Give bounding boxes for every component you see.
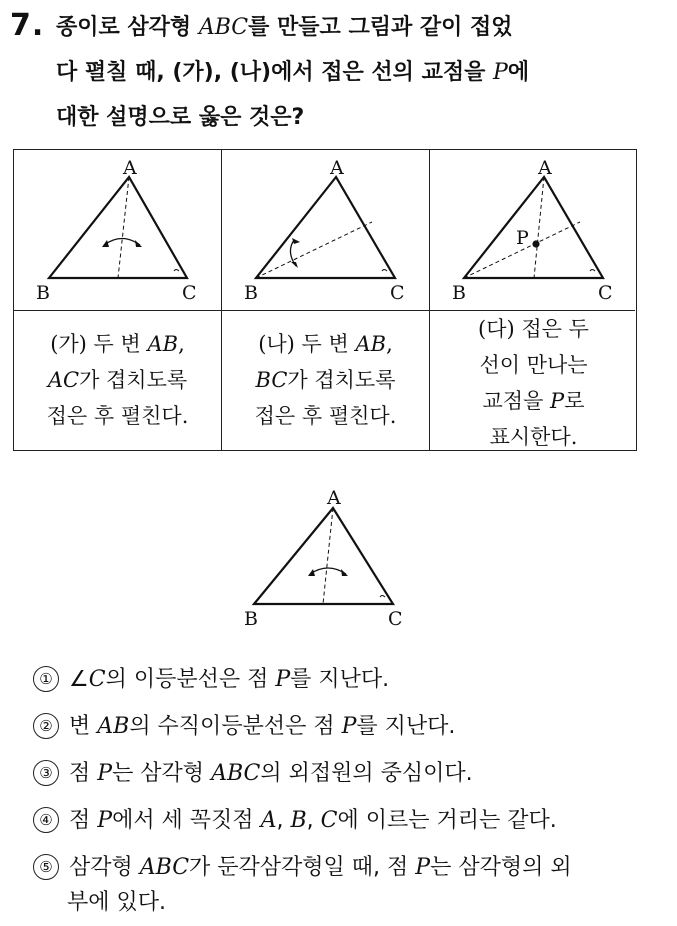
vertex-label-a: A <box>123 157 137 179</box>
panel-na-caption: (나) 두 변 AB, BC가 겹치도록 접은 후 펼친다. <box>254 332 397 428</box>
vertex-label-b: B <box>244 282 258 304</box>
panel-ga-figure <box>14 150 221 310</box>
vertex-label-b: B <box>244 608 258 630</box>
vertex-label-c: C <box>182 282 197 304</box>
vertex-label-a: A <box>538 157 552 179</box>
main-triangle-figure <box>240 480 420 630</box>
choice-2[interactable]: ② 변 AB의 수직이등분선은 점 P를 지난다. <box>33 709 455 740</box>
vertex-label-a: A <box>330 157 344 179</box>
vertex-label-c: C <box>388 608 403 630</box>
panel-na-figure <box>222 150 429 310</box>
vertex-label-b: B <box>36 282 50 304</box>
folding-steps-table <box>13 149 637 451</box>
panel-ga-caption: (가) 두 변 AB, AC가 겹치도록 접은 후 펼친다. <box>46 332 189 428</box>
question-number: 7. <box>10 8 45 43</box>
choice-3[interactable]: ③ 점 P는 삼각형 ABC의 외접원의 중심이다. <box>33 756 473 787</box>
vertex-label-c: C <box>598 282 613 304</box>
vertex-label-c: C <box>390 282 405 304</box>
panel-da-caption: (다) 접은 두 선이 만나는 교점을 P로 표시한다. <box>478 317 589 449</box>
point-label-p: P <box>516 227 529 249</box>
question-line-2: 다 펼칠 때, (가), (나)에서 접은 선의 교점을 P에 <box>56 60 530 85</box>
choice-1[interactable]: ① ∠C의 이등분선은 점 P를 지난다. <box>33 662 389 693</box>
vertex-label-b: B <box>452 282 466 304</box>
panel-da-figure <box>430 150 637 310</box>
choice-5[interactable]: ⑤ 삼각형 ABC가 둔각삼각형일 때, 점 P는 삼각형의 외 <box>33 850 572 881</box>
choice-5-continuation: 부에 있다. <box>67 890 166 915</box>
question-line-1: 종이로 삼각형 ABC를 만들고 그림과 같이 접었 <box>56 15 513 40</box>
choice-4[interactable]: ④ 점 P에서 세 꼭짓점 A, B, C에 이르는 거리는 같다. <box>33 803 557 834</box>
question-line-3: 대한 설명으로 옳은 것은? <box>56 105 305 130</box>
vertex-label-a: A <box>327 487 341 509</box>
